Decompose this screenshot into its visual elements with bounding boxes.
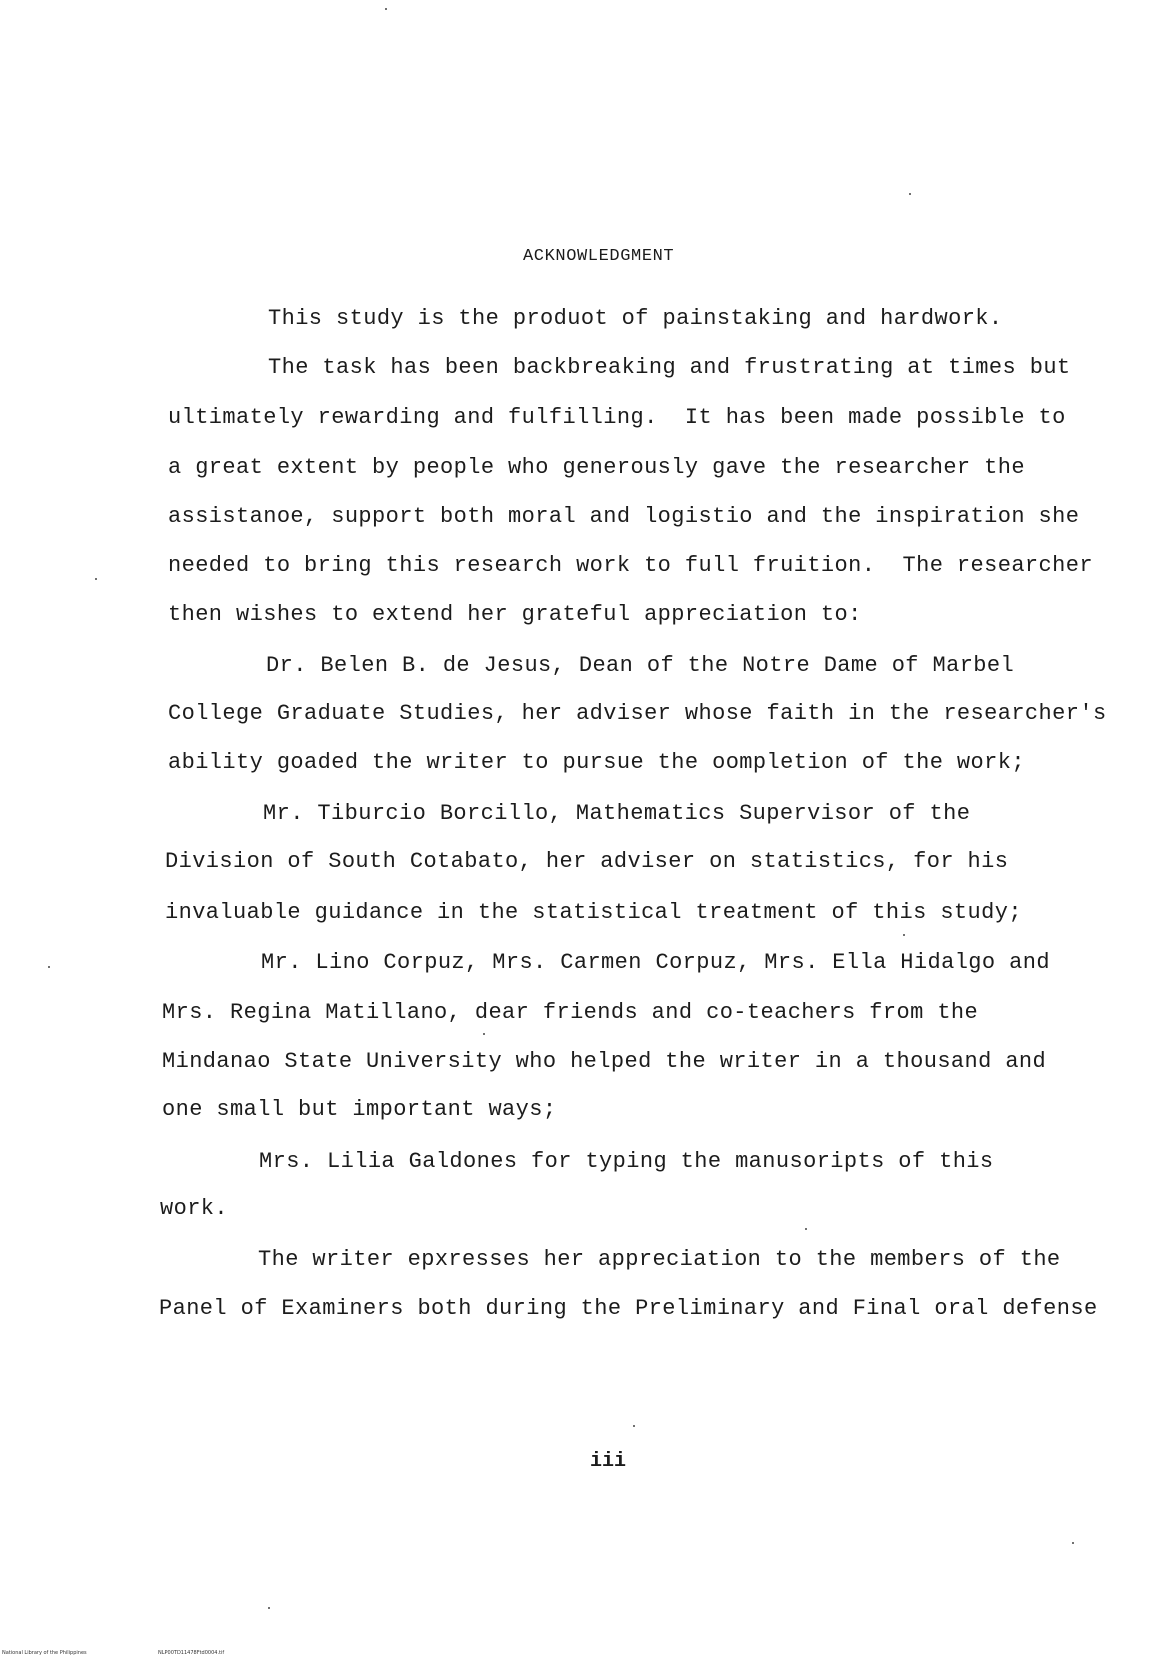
scan-speck: [805, 1228, 807, 1230]
text-line: The writer epxresses her appreciation to the members of the: [258, 1247, 1061, 1272]
scan-speck: [95, 578, 97, 580]
page-title: ACKNOWLEDGMENT: [523, 247, 675, 266]
footer-library: National Library of the Philippines: [2, 1650, 87, 1656]
scan-speck: [483, 1033, 485, 1035]
text-line: Mr. Tiburcio Borcillo, Mathematics Supervisor of the: [263, 801, 971, 826]
text-line: ability goaded the writer to pursue the oompletion of the work;: [168, 750, 1025, 775]
text-line: Mindanao State University who helped the writer in a thousand and: [162, 1049, 1047, 1074]
text-line: a great extent by people who generously gave the researcher the: [168, 455, 1025, 480]
page-number: iii: [590, 1450, 627, 1473]
text-line: Panel of Examiners both during the Preliminary and Final oral defense: [159, 1296, 1098, 1321]
text-line: Mrs. Lilia Galdones for typing the manusoripts of this: [259, 1149, 994, 1174]
text-line: Mr. Lino Corpuz, Mrs. Carmen Corpuz, Mrs. Ella Hidalgo and: [261, 950, 1050, 975]
scan-speck: [268, 1607, 270, 1609]
text-line: Mrs. Regina Matillano, dear friends and co-teachers from the: [162, 1000, 979, 1025]
text-line: Dr. Belen B. de Jesus, Dean of the Notre Dame of Marbel: [266, 653, 1015, 678]
text-line: ultimately rewarding and fulfilling. It has been made possible to: [168, 405, 1066, 430]
text-line: invaluable guidance in the statistical treatment of this study;: [165, 900, 1022, 925]
scan-speck: [903, 934, 905, 936]
scan-speck: [633, 1425, 635, 1427]
text-line: work.: [160, 1196, 229, 1221]
text-line: Division of South Cotabato, her adviser on statistics, for his: [165, 849, 1009, 874]
scan-speck: [909, 193, 911, 195]
text-line: needed to bring this research work to full fruition. The researcher: [168, 553, 1093, 578]
text-line: one small but important ways;: [162, 1097, 557, 1122]
scan-speck: [385, 8, 387, 10]
text-line: assistanoe, support both moral and logistio and the inspiration she: [168, 504, 1080, 529]
text-line: College Graduate Studies, her adviser whose faith in the researcher's: [168, 701, 1107, 726]
scan-speck: [1072, 1542, 1074, 1544]
text-line: The task has been backbreaking and frustrating at times but: [268, 355, 1071, 380]
text-line: then wishes to extend her grateful appreciation to:: [168, 602, 862, 627]
scan-speck: [48, 966, 50, 968]
text-line: This study is the produot of painstaking and hardwork.: [268, 306, 1003, 331]
footer-file-id: NLP00TD11478Ftd0004.tif: [158, 1650, 225, 1656]
